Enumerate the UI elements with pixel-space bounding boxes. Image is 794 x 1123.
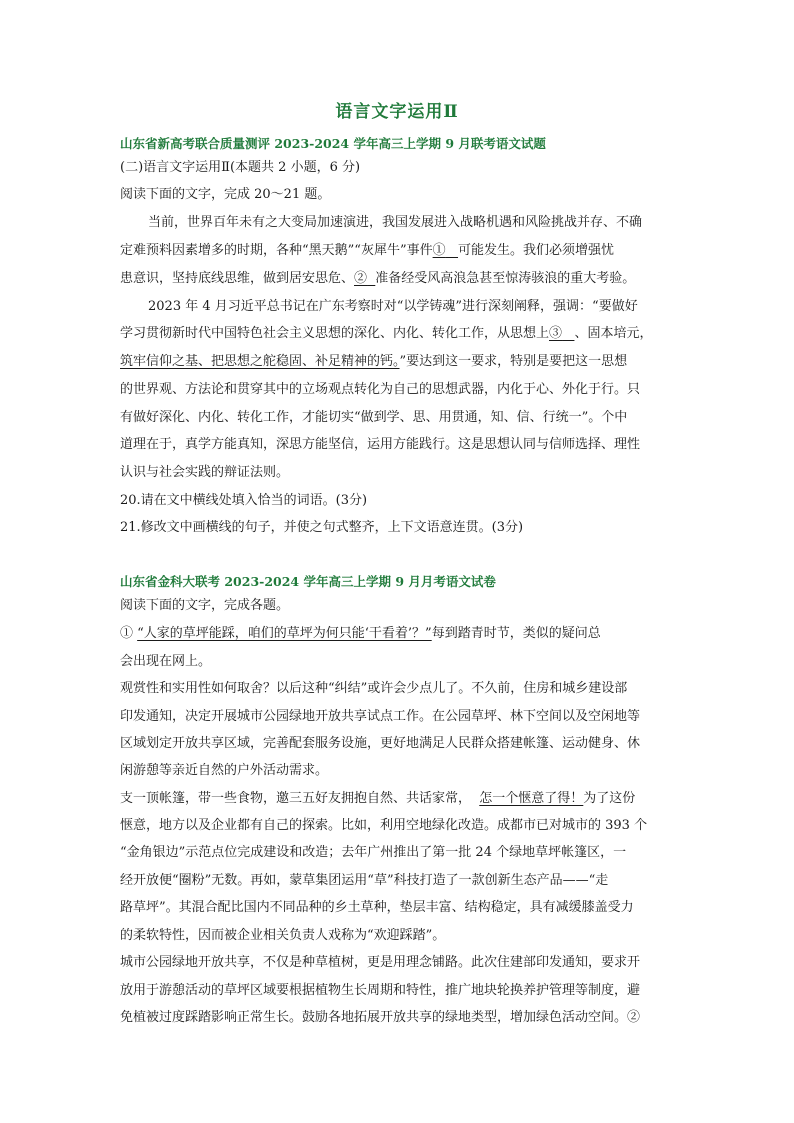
underlined-sentence: 怎一个惬意了得！ [479,791,584,806]
paragraph-line [120,626,601,642]
paragraph-line [120,326,652,342]
section1-instruction: 阅读下面的文字，完成 20～21 题。 [120,187,331,202]
text-run: ① [120,626,138,641]
paragraph-line: 认识与社会实践的辩证法则。 [120,465,290,480]
text-run: 支一顶帐篷，带一些食物，邀三五好友拥抱自然、共话家常， [120,791,472,806]
paragraph-line [120,243,614,259]
paragraph-line: 的世界观、方法论和贯穿其中的立场观点转化为自己的思想武器，内化于心、外化于行。只 [120,382,641,397]
text-run: 准备经受风高浪急甚至惊涛骇浪的重大考验。 [375,271,636,286]
question-20: 20.请在文中横线处填入恰当的词语。(3分) [120,493,368,508]
text-run: 学习贯彻新时代中国特色社会主义思想的深化、内化、转化工作，从思想上 [120,326,550,341]
paragraph-line: 当前，世界百年未有之大变局加速演进，我国发展进入战略机遇和风险挑战并存、不确 [148,215,643,230]
text-run: 每到踏青时节，类似的疑问总 [431,626,601,641]
paragraph-line: 的柔软特性，因而被企业相关负责人戏称为“欢迎踩踏”。 [120,928,446,943]
paragraph-line: 经开放便“圈粉”无数。再如，蒙草集团运用“草”科技打造了一款创新生态产品——“走 [120,873,609,888]
text-run: 患意识，坚持底线思维，做到居安思危、 [120,271,355,286]
paragraph-line: 放用于游憩活动的草坪区域要根据植物生长周期和特性，推广地块轮换养护管理等制度，避 [120,983,641,998]
text-run: 、固本培元， [574,326,653,341]
paragraph-line: 道理在于，真学方能真知，深思方能坚信，运用方能践行。这是思想认同与信师选择、理性 [120,437,641,452]
paragraph-line: 路草坪”。其混合配比国内不同品种的乡土草种，垫层丰富、结构稳定，具有减缓膝盖受力 [120,900,634,915]
paragraph-line: “金角银边”示范点位完成建设和改造；去年广州推出了第一批 24 个绿地草坪帐篷区，一 [120,845,627,860]
paragraph-line [120,354,627,370]
paragraph-line [120,791,635,807]
paragraph-line: 惬意，地方以及企业都有自己的探索。比如，利用空地绿化改造。成都市已对城市的 393 个 [120,818,648,833]
text-run: 为了这份 [583,791,636,806]
paragraph-line: 2023 年 4 月习近平总书记在广东考察时对“以学铸魂”进行深刻阐释，强调：“要做好 [148,299,638,314]
section2-source: 山东省金科大联考 2023-2024 学年高三上学期 9 月月考语文试卷 [120,574,496,589]
text-run: ”要达到这一要求，特别是要把这一思想 [399,354,628,369]
paragraph-line: 印发通知，决定开展城市公园绿地开放共享试点工作。在公园草坪、林下空间以及空闲地等 [120,709,641,724]
section1-heading: (二)语言文字运用Ⅱ(本题共 2 小题，6 分) [120,160,361,175]
underlined-sentence: 筑牢信仰之基、把思想之舵稳固、补足精神的钙。 [120,354,400,369]
question-21: 21.修改文中画横线的句子，并使之句式整齐，上下文语意连贯。(3分) [120,520,524,535]
blank-1: ① [432,243,446,258]
paragraph-line [120,271,635,287]
paragraph-line: 闲游憩等亲近自然的户外活动需求。 [120,763,329,778]
paragraph-line: 免植被过度踩踏影响正常生长。鼓励各地拓展开放共享的绿地类型，增加绿色活动空间。② [120,1010,641,1025]
section2-instruction: 阅读下面的文字，完成各题。 [120,598,290,613]
blank-3: ③ [549,326,563,341]
paragraph-line: 观赏性和实用性如何取舍？以后这种“纠结”或许会少点儿了。不久前，住房和城乡建设部 [120,681,628,696]
blank-3-space [562,326,574,341]
page-title: 语言文字运用Ⅱ [335,102,459,122]
section1-source: 山东省新高考联合质量测评 2023-2024 学年高三上学期 9 月联考语文试题 [120,136,546,151]
text-run: 定难预料因素增多的时期，各种“黑天鹅”“灰犀牛”事件 [120,243,433,258]
underlined-sentence: “人家的草坪能踩，咱们的草坪为何只能‘干看着’？” [137,626,432,641]
paragraph-line: 区域划定开放共享区域，完善配套服务设施，更好地满足人民群众搭建帐篷、运动健身、休 [120,736,641,751]
paragraph-line: 有做好深化、内化、转化工作，才能切实“做到学、思、用贯通，知、信、行统一”。个中 [120,410,628,425]
paragraph-line: 城市公园绿地开放共享，不仅是种草植树，更是用理念铺路。此次住建部印发通知，要求开 [120,955,641,970]
blank-1-space [446,243,458,258]
blank-2: ② [354,271,368,286]
text-run: 可能发生。我们必须增强忧 [458,243,615,258]
paragraph-line: 会出现在网上。 [120,654,212,669]
